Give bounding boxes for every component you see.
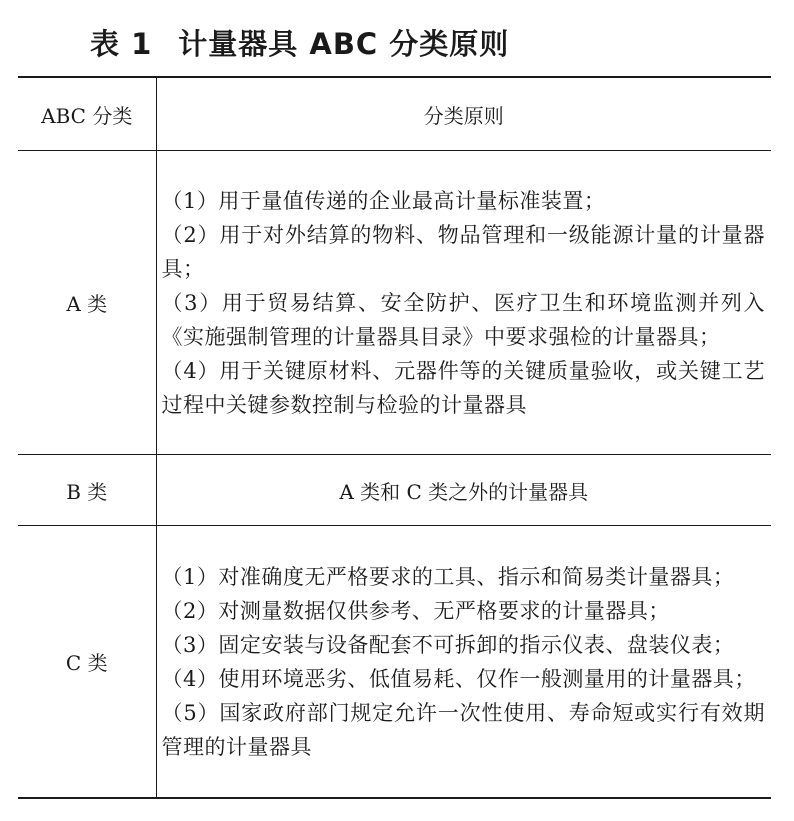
rule-list-c (157, 560, 772, 764)
rule-item: （4）用于关键原材料、元器件等的关键质量验收，或关键工艺过程中关键参数控制与检验的计量器具 (161, 358, 765, 417)
header-category: ABC 分类 (18, 77, 156, 151)
table-header-row (18, 77, 771, 151)
rule-item: （3）用于贸易结算、安全防护、医疗卫生和环境监测并列入《实施强制管理的计量器具目录》中要求强检的计量器具； (161, 290, 765, 349)
category-b: B 类 (18, 455, 156, 526)
category-c: C 类 (18, 526, 156, 799)
table-row-b (18, 455, 771, 526)
rule-list-a (157, 184, 772, 422)
table-row-c (18, 526, 771, 799)
rule-item: （1）用于量值传递的企业最高计量标准装置； (161, 188, 606, 213)
rule-item: （2）对测量数据仅供参考、无严格要求的计量器具； (161, 598, 670, 623)
category-a: A 类 (18, 151, 156, 455)
rule-item: （3）固定安装与设备配套不可拆卸的指示仪表、盘装仪表； (161, 632, 735, 657)
table-number: 表 1 (90, 27, 153, 61)
table-title (90, 22, 509, 63)
header-principle: 分类原则 (156, 77, 771, 151)
rule-item: （1）对准确度无严格要求的工具、指示和简易类计量器具； (161, 564, 735, 589)
table-title-text: 计量器具 ABC 分类原则 (178, 27, 510, 61)
principle-c (156, 526, 771, 799)
table-row-a (18, 151, 771, 455)
classification-table (18, 76, 771, 799)
rule-item: （5）国家政府部门规定允许一次性使用、寿命短或实行有效期管理的计量器具 (161, 700, 765, 759)
principle-a (156, 151, 771, 455)
rule-item: （2）用于对外结算的物料、物品管理和一级能源计量的计量器具； (161, 222, 765, 281)
rule-item: （4）使用环境恶劣、低值易耗、仅作一般测量用的计量器具； (161, 666, 756, 691)
principle-b: A 类和 C 类之外的计量器具 (156, 455, 771, 526)
